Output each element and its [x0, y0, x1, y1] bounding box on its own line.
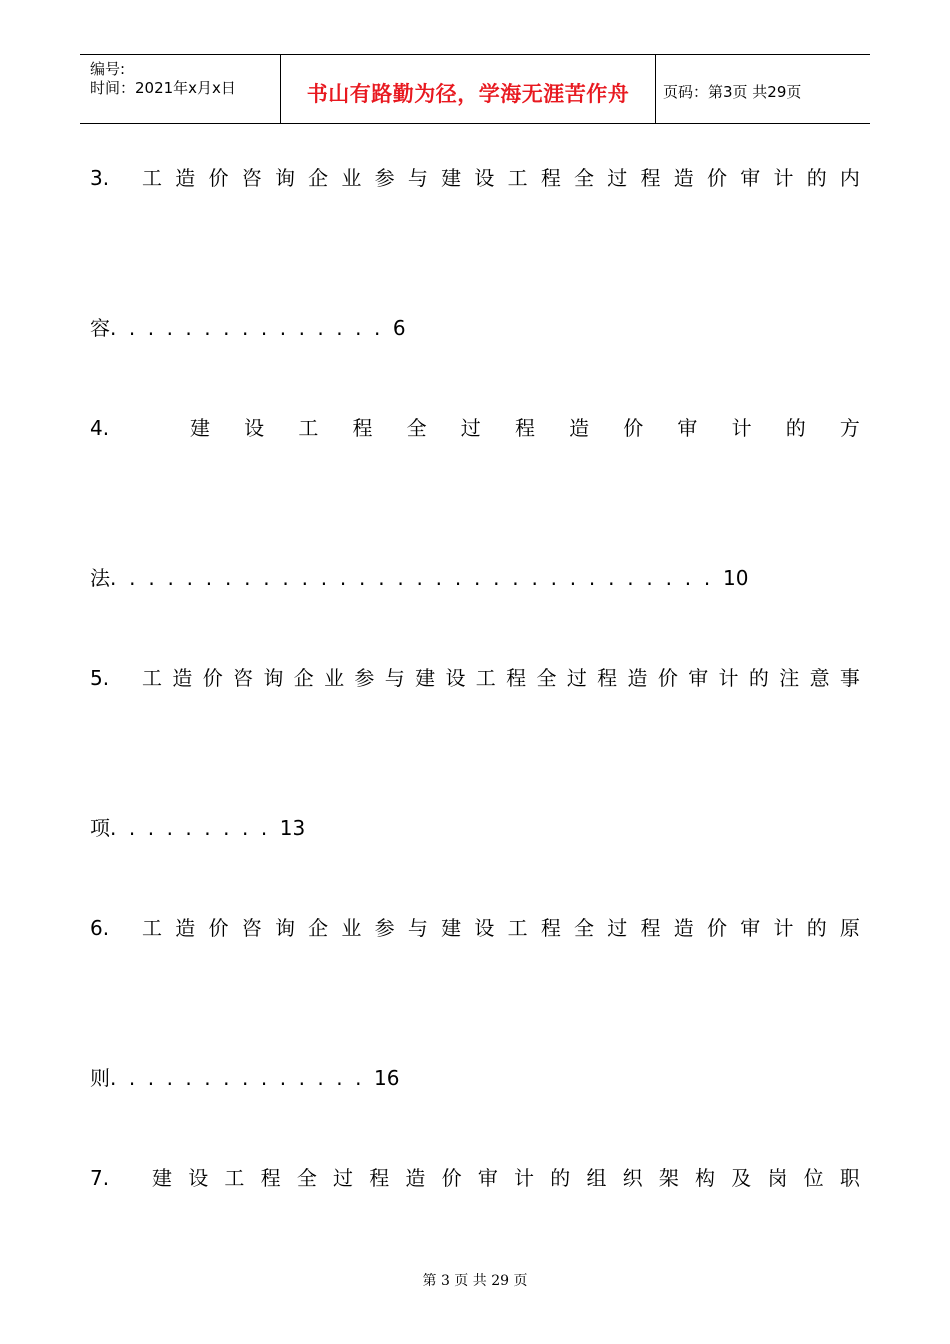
toc-title-char: 程 [597, 666, 618, 690]
toc-title-char: 审 [740, 166, 761, 190]
toc-title-char: 织 [622, 1166, 643, 1190]
header-motto: 书山有路勤为径，学海无涯苦作舟 [306, 82, 630, 106]
toc-entry-6[interactable] [90, 914, 860, 942]
toc-title-char: 的 [550, 1166, 571, 1190]
toc-title-char: 询 [263, 666, 284, 690]
toc-title-char: 计 [773, 166, 794, 190]
toc-title-char: 工 [224, 1166, 245, 1190]
toc-entry-3-continuation[interactable] [90, 314, 860, 342]
toc-title-char: 程 [260, 1166, 281, 1190]
toc-entry-4[interactable] [90, 414, 860, 442]
toc-page-number: 10 [723, 566, 749, 590]
toc-title-char: 全 [406, 416, 427, 440]
toc-title-char: 计 [731, 416, 752, 440]
toc-title-char: 价 [208, 916, 229, 940]
toc-title-char: 价 [202, 666, 223, 690]
toc-title-char: 与 [384, 666, 405, 690]
toc-title-char: 审 [477, 1166, 498, 1190]
toc-title-char: 内 [839, 166, 860, 190]
toc-title-char: 设 [445, 666, 466, 690]
toc-entry-title [142, 664, 860, 692]
toc-title-char: 咨 [241, 166, 262, 190]
toc-title-char: 造 [627, 666, 648, 690]
toc-title-char: 工 [298, 416, 319, 440]
toc-title-char: 造 [569, 416, 590, 440]
toc-entry-tail-char: 则 [90, 1066, 110, 1090]
toc-leader-dots: ................................ [110, 566, 724, 590]
toc-title-char: 过 [607, 916, 628, 940]
toc-title-char: 建 [152, 1166, 172, 1190]
toc-title-char: 审 [740, 916, 761, 940]
toc-entry-title [142, 164, 860, 192]
toc-entry-number: 3. [90, 166, 110, 190]
toc-title-char: 职 [839, 1166, 860, 1190]
toc-title-char: 事 [839, 666, 860, 690]
toc-title-char: 价 [208, 166, 229, 190]
toc-title-char: 企 [308, 916, 329, 940]
toc-title-char: 审 [677, 416, 698, 440]
doc-number-label: 编号: [90, 60, 126, 78]
toc-title-char: 设 [474, 166, 495, 190]
toc-title-char: 造 [405, 1166, 426, 1190]
toc-title-char: 岗 [767, 1166, 788, 1190]
toc-title-char: 的 [806, 166, 827, 190]
toc-title-char: 工 [142, 166, 162, 190]
toc-leader-dots: .............. [110, 1066, 375, 1090]
toc-title-char: 工 [475, 666, 496, 690]
toc-title-char: 造 [673, 916, 694, 940]
toc-title-char: 程 [506, 666, 527, 690]
toc-title-char: 业 [341, 916, 362, 940]
toc-title-char: 过 [566, 666, 587, 690]
toc-title-char: 建 [415, 666, 436, 690]
toc-leader-dots: ......... [110, 816, 280, 840]
toc-entry-tail-char: 项 [90, 816, 110, 840]
toc-title-char: 构 [695, 1166, 716, 1190]
toc-title-char: 参 [374, 916, 395, 940]
toc-title-char: 原 [839, 916, 860, 940]
toc-title-char: 架 [658, 1166, 679, 1190]
toc-title-char: 过 [460, 416, 481, 440]
toc-entry-number: 6. [90, 916, 110, 940]
toc-title-char: 程 [514, 416, 535, 440]
toc-title-char: 设 [474, 916, 495, 940]
toc-title-char: 业 [324, 666, 345, 690]
toc-title-char: 全 [296, 1166, 317, 1190]
toc-title-char: 咨 [241, 916, 262, 940]
toc-title-char: 工 [507, 166, 528, 190]
toc-entry-number: 4. [90, 416, 110, 440]
toc-title-char: 及 [731, 1166, 752, 1190]
toc-page-number: 6 [392, 316, 406, 340]
toc-entry-number: 5. [90, 666, 110, 690]
toc-entry-5[interactable] [90, 664, 860, 692]
toc-title-char: 建 [441, 916, 462, 940]
page-footer: 第 3 页 共 29 页 [422, 1273, 528, 1289]
toc-title-char: 程 [640, 166, 661, 190]
toc-title-char: 的 [785, 416, 806, 440]
toc-title-char: 价 [706, 166, 727, 190]
toc-title-char: 程 [640, 916, 661, 940]
toc-entry-title [142, 914, 860, 942]
toc-title-char: 价 [657, 666, 678, 690]
toc-title-char: 注 [779, 666, 800, 690]
toc-title-char: 程 [369, 1166, 390, 1190]
page-header [80, 54, 870, 124]
toc-entry-tail-char: 法 [90, 566, 110, 590]
toc-title-char: 价 [441, 1166, 462, 1190]
toc-entry-number: 7. [90, 1166, 110, 1190]
toc-entry-6-continuation[interactable] [90, 1064, 860, 1092]
toc-title-char: 方 [839, 416, 860, 440]
toc-title-char: 与 [407, 166, 428, 190]
toc-entry-3[interactable] [90, 164, 860, 192]
toc-title-char: 过 [607, 166, 628, 190]
toc-title-char: 造 [175, 916, 196, 940]
toc-title-char: 审 [688, 666, 709, 690]
toc-entry-5-continuation[interactable] [90, 814, 860, 842]
toc-title-char: 的 [806, 916, 827, 940]
toc-title-char: 建 [441, 166, 462, 190]
toc-title-char: 全 [536, 666, 557, 690]
toc-title-char: 意 [809, 666, 830, 690]
toc-title-char: 计 [773, 916, 794, 940]
toc-title-char: 造 [172, 666, 193, 690]
toc-title-char: 造 [673, 166, 694, 190]
toc-leader-dots: ............... [110, 316, 393, 340]
toc-title-char: 计 [514, 1166, 535, 1190]
toc-title-char: 价 [706, 916, 727, 940]
toc-title-char: 造 [175, 166, 196, 190]
toc-title-char: 询 [274, 166, 295, 190]
toc-entry-7[interactable] [90, 1164, 860, 1192]
toc-page-number: 13 [279, 816, 306, 840]
toc-title-char: 程 [540, 166, 561, 190]
toc-title-char: 业 [341, 166, 362, 190]
toc-title-char: 企 [293, 666, 314, 690]
toc-title-char: 设 [244, 416, 265, 440]
toc-entry-title [152, 1164, 860, 1192]
header-page-code: 页码：第3页 共29页 [663, 83, 802, 101]
toc-entry-title [190, 414, 860, 442]
toc-title-char: 位 [803, 1166, 824, 1190]
toc-title-char: 计 [718, 666, 739, 690]
toc-title-char: 设 [188, 1166, 209, 1190]
toc-page-number: 16 [374, 1066, 400, 1090]
toc-title-char: 参 [354, 666, 375, 690]
toc-title-char: 工 [142, 666, 162, 690]
toc-title-char: 全 [574, 916, 595, 940]
toc-title-char: 程 [540, 916, 561, 940]
toc-title-char: 建 [190, 416, 210, 440]
toc-title-char: 组 [586, 1166, 607, 1190]
toc-entry-4-continuation[interactable] [90, 564, 860, 592]
toc-title-char: 工 [142, 916, 162, 940]
toc-entry-tail-char: 容 [90, 316, 110, 340]
toc-title-char: 咨 [233, 666, 254, 690]
doc-time-label: 时间：2021年x月x日 [90, 79, 236, 97]
toc-title-char: 询 [274, 916, 295, 940]
header-info-cell [80, 55, 280, 123]
toc-title-char: 价 [623, 416, 644, 440]
toc-title-char: 的 [748, 666, 769, 690]
toc-title-char: 过 [333, 1166, 354, 1190]
header-motto-cell [280, 55, 656, 123]
toc-title-char: 参 [374, 166, 395, 190]
toc-title-char: 工 [507, 916, 528, 940]
toc-title-char: 与 [407, 916, 428, 940]
toc-title-char: 全 [574, 166, 595, 190]
header-page-cell [655, 55, 870, 123]
toc-title-char: 企 [308, 166, 329, 190]
toc-title-char: 程 [352, 416, 373, 440]
